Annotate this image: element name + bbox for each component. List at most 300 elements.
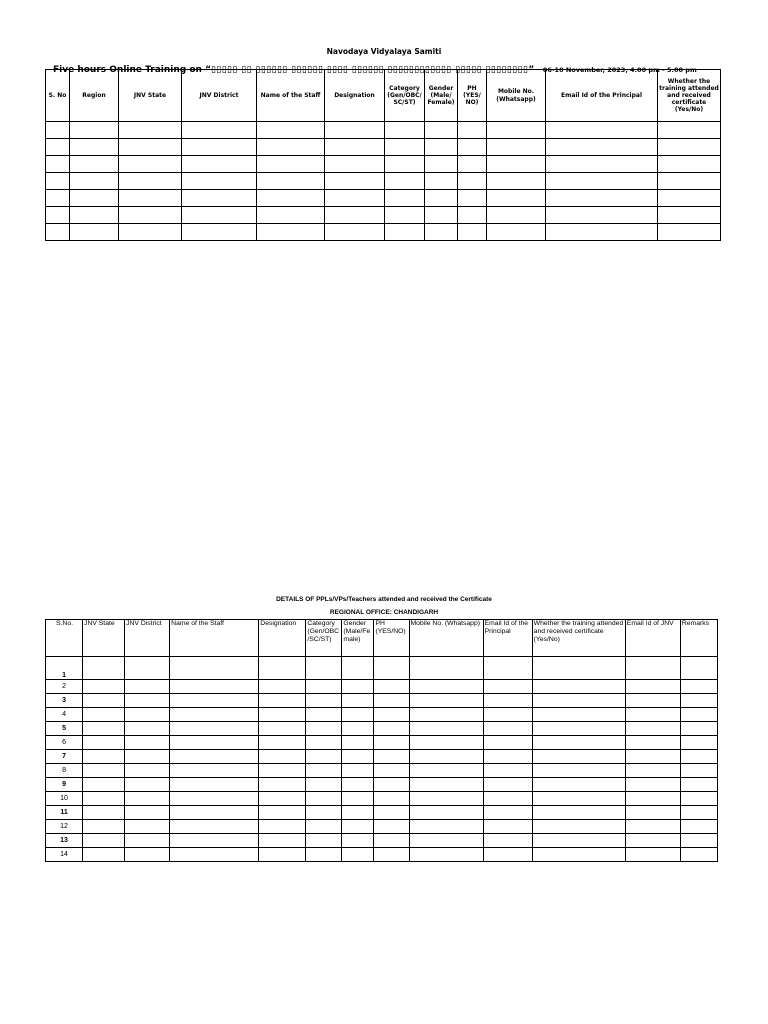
t2-cell	[483, 694, 532, 708]
t2-cell	[306, 834, 342, 848]
t2-cell	[680, 792, 717, 806]
training-lead: Five hours Online Training on “	[53, 65, 211, 75]
t2-cell	[625, 736, 680, 750]
t2-cell	[125, 722, 170, 736]
t1-cell	[325, 207, 385, 224]
t1-cell	[70, 139, 119, 156]
t1-cell	[425, 207, 458, 224]
t1-cell	[257, 224, 325, 241]
t2-row	[46, 820, 718, 834]
t2-cell	[259, 806, 306, 820]
t2-cell	[680, 848, 717, 862]
t1-cell	[257, 139, 325, 156]
t2-cell	[483, 750, 532, 764]
t2-cell	[170, 820, 259, 834]
t2-row	[46, 680, 718, 694]
t2-cell	[409, 657, 483, 680]
t2-cell	[83, 708, 125, 722]
t2-cell	[259, 694, 306, 708]
t1-row	[46, 173, 721, 190]
t1-cell	[487, 122, 546, 139]
t2-cell	[680, 736, 717, 750]
t1-cell	[182, 173, 257, 190]
t2-cell	[259, 736, 306, 750]
t2-cell	[306, 694, 342, 708]
t1-cell	[325, 173, 385, 190]
t2-header-cell: Email Id of the Principal	[483, 620, 532, 657]
t2-cell	[342, 750, 374, 764]
t2-cell	[532, 694, 625, 708]
t2-cell	[483, 736, 532, 750]
t1-cell	[70, 207, 119, 224]
t1-cell	[119, 122, 182, 139]
t2-serial-number: 11	[46, 806, 83, 820]
t2-cell	[306, 764, 342, 778]
t2-cell	[374, 694, 409, 708]
t2-cell	[483, 848, 532, 862]
t1-cell	[70, 190, 119, 207]
t1-cell	[257, 190, 325, 207]
t1-cell	[658, 224, 721, 241]
t2-header-cell: Designation	[259, 620, 306, 657]
t1-cell	[325, 139, 385, 156]
t2-serial-number: 14	[46, 848, 83, 862]
t2-cell	[83, 792, 125, 806]
t2-cell	[374, 736, 409, 750]
org-title: Navodaya Vidyalaya Samiti	[326, 47, 442, 56]
t2-cell	[342, 736, 374, 750]
t2-serial-number: 10	[46, 792, 83, 806]
t2-cell	[374, 792, 409, 806]
t2-cell	[483, 708, 532, 722]
t2-serial-number: 3	[46, 694, 83, 708]
t2-cell	[342, 820, 374, 834]
t2-cell	[125, 764, 170, 778]
t1-cell	[658, 139, 721, 156]
t2-cell	[259, 848, 306, 862]
t1-cell	[458, 156, 487, 173]
t1-cell	[325, 224, 385, 241]
t1-cell	[658, 190, 721, 207]
t2-cell	[374, 680, 409, 694]
t2-cell	[342, 694, 374, 708]
t2-cell	[170, 694, 259, 708]
t2-cell	[125, 736, 170, 750]
t2-row	[46, 764, 718, 778]
t2-cell	[83, 680, 125, 694]
t2-cell	[83, 722, 125, 736]
t2-cell	[374, 764, 409, 778]
t2-cell	[374, 820, 409, 834]
t1-cell	[325, 190, 385, 207]
t2-cell	[83, 764, 125, 778]
t2-cell	[170, 834, 259, 848]
t2-serial-number: 4	[46, 708, 83, 722]
t1-row	[46, 190, 721, 207]
t1-row	[46, 156, 721, 173]
t2-cell	[532, 722, 625, 736]
t2-cell	[83, 657, 125, 680]
t2-cell	[259, 680, 306, 694]
t2-cell	[680, 820, 717, 834]
t2-cell	[532, 820, 625, 834]
t1-cell	[385, 139, 425, 156]
t1-header-cell: Mobile No. (Whatsapp)	[487, 70, 546, 122]
t1-cell	[325, 122, 385, 139]
t2-cell	[342, 657, 374, 680]
t2-cell	[125, 750, 170, 764]
t2-row	[46, 848, 718, 862]
t2-cell	[83, 778, 125, 792]
t2-serial-number: 2	[46, 680, 83, 694]
t2-cell	[532, 834, 625, 848]
t1-cell	[546, 156, 658, 173]
t2-cell	[306, 792, 342, 806]
t1-cell	[46, 139, 70, 156]
t2-cell	[680, 680, 717, 694]
t1-cell	[658, 122, 721, 139]
t2-cell	[125, 792, 170, 806]
t2-cell	[306, 680, 342, 694]
t2-cell	[374, 722, 409, 736]
t2-cell	[625, 820, 680, 834]
t2-cell	[125, 694, 170, 708]
t1-row	[46, 224, 721, 241]
t2-cell	[170, 778, 259, 792]
t1-cell	[425, 156, 458, 173]
t1-cell	[70, 156, 119, 173]
t2-cell	[125, 657, 170, 680]
t2-cell	[483, 806, 532, 820]
t2-header-cell: JNV District	[125, 620, 170, 657]
t1-cell	[46, 156, 70, 173]
t2-cell	[625, 764, 680, 778]
t1-cell	[658, 156, 721, 173]
t2-cell	[680, 750, 717, 764]
t2-serial-number: 9	[46, 778, 83, 792]
t1-cell	[425, 224, 458, 241]
t1-header-cell: Designation	[325, 70, 385, 122]
t2-cell	[374, 834, 409, 848]
t2-cell	[625, 657, 680, 680]
t2-cell	[625, 750, 680, 764]
t1-row	[46, 139, 721, 156]
t1-header-cell: Whether the training attended and received certificate (Yes/No)	[658, 70, 721, 122]
t2-cell	[170, 722, 259, 736]
t2-cell	[409, 792, 483, 806]
t1-cell	[546, 139, 658, 156]
t2-cell	[170, 848, 259, 862]
t2-cell	[306, 806, 342, 820]
t1-header-cell: Region	[70, 70, 119, 122]
t2-cell	[125, 806, 170, 820]
t2-cell	[483, 764, 532, 778]
t2-cell	[259, 722, 306, 736]
t2-cell	[83, 834, 125, 848]
t1-cell	[385, 224, 425, 241]
t2-cell	[532, 750, 625, 764]
t2-cell	[125, 834, 170, 848]
t2-row	[46, 736, 718, 750]
t2-cell	[680, 806, 717, 820]
t1-cell	[119, 173, 182, 190]
t2-cell	[306, 722, 342, 736]
t2-row	[46, 750, 718, 764]
t1-cell	[70, 122, 119, 139]
t1-cell	[458, 224, 487, 241]
t2-cell	[374, 708, 409, 722]
t1-cell	[487, 224, 546, 241]
t2-cell	[409, 750, 483, 764]
t2-header-cell: Remarks	[680, 620, 717, 657]
t2-cell	[259, 708, 306, 722]
t1-cell	[385, 156, 425, 173]
training-close-quote: ”	[528, 65, 535, 75]
t2-header-cell: Name of the Staff	[170, 620, 259, 657]
t1-cell	[257, 207, 325, 224]
t2-cell	[625, 694, 680, 708]
t2-cell	[532, 778, 625, 792]
t2-cell	[342, 680, 374, 694]
t2-cell	[306, 778, 342, 792]
t2-cell	[342, 708, 374, 722]
t1-cell	[119, 139, 182, 156]
t2-cell	[532, 736, 625, 750]
t1-cell	[425, 139, 458, 156]
t2-cell	[409, 834, 483, 848]
t2-cell	[409, 722, 483, 736]
t2-cell	[83, 694, 125, 708]
t2-serial-number: 1	[46, 657, 83, 680]
t2-cell	[374, 750, 409, 764]
t2-cell	[170, 750, 259, 764]
t2-cell	[409, 694, 483, 708]
t1-row	[46, 207, 721, 224]
t2-cell	[374, 657, 409, 680]
t1-header-cell: S. No	[46, 70, 70, 122]
t2-serial-number: 6	[46, 736, 83, 750]
t1-cell	[385, 122, 425, 139]
t1-header-cell: JNV District	[182, 70, 257, 122]
t2-cell	[306, 820, 342, 834]
t2-row	[46, 806, 718, 820]
t2-cell	[680, 657, 717, 680]
t2-header-cell: Mobile No. (Whatsapp)	[409, 620, 483, 657]
t2-header-cell: JNV State	[83, 620, 125, 657]
t2-cell	[342, 792, 374, 806]
t1-cell	[487, 173, 546, 190]
t2-cell	[483, 680, 532, 694]
t2-cell	[532, 708, 625, 722]
t1-cell	[458, 122, 487, 139]
t1-cell	[385, 173, 425, 190]
t2-cell	[259, 778, 306, 792]
t1-cell	[546, 122, 658, 139]
t1-cell	[425, 173, 458, 190]
t2-cell	[125, 708, 170, 722]
t2-cell	[409, 848, 483, 862]
t2-cell	[170, 680, 259, 694]
t2-cell	[170, 806, 259, 820]
t2-row	[46, 778, 718, 792]
t2-serial-number: 12	[46, 820, 83, 834]
t1-cell	[487, 207, 546, 224]
t2-cell	[125, 778, 170, 792]
t2-serial-number: 7	[46, 750, 83, 764]
t1-cell	[46, 190, 70, 207]
t1-cell	[46, 207, 70, 224]
t2-cell	[342, 848, 374, 862]
t1-cell	[257, 173, 325, 190]
t2-cell	[259, 792, 306, 806]
training-hindi-title: ▯▯▯▯▯ ▯▯ ▯▯▯▯▯▯ ▯▯▯▯▯▯ ▯▯▯▯ ▯▯▯▯▯▯ ▯▯▯▯▯▯▯▯▯▯▯▯ ▯▯▯▯▯ ▯▯▯▯▯▯▯▯	[211, 65, 529, 75]
t2-cell	[680, 722, 717, 736]
t2-cell	[625, 848, 680, 862]
t1-cell	[119, 156, 182, 173]
t1-cell	[325, 156, 385, 173]
t2-cell	[532, 764, 625, 778]
t2-cell	[306, 657, 342, 680]
t1-cell	[458, 190, 487, 207]
t2-header-cell: S.No.	[46, 620, 83, 657]
t2-cell	[374, 806, 409, 820]
t2-cell	[409, 708, 483, 722]
t1-cell	[487, 139, 546, 156]
t2-cell	[483, 834, 532, 848]
t1-cell	[658, 173, 721, 190]
t2-cell	[125, 820, 170, 834]
t2-serial-number: 5	[46, 722, 83, 736]
t2-cell	[409, 820, 483, 834]
t2-row	[46, 694, 718, 708]
t2-cell	[83, 806, 125, 820]
t1-cell	[46, 173, 70, 190]
t2-cell	[259, 820, 306, 834]
training-date: 06-10 November, 2023, 4.00 pm - 5.00 pm	[542, 66, 697, 74]
certificate-table	[45, 619, 718, 862]
t2-cell	[259, 657, 306, 680]
t2-cell	[306, 848, 342, 862]
t2-cell	[625, 708, 680, 722]
t1-cell	[70, 173, 119, 190]
t2-cell	[342, 764, 374, 778]
t1-header-cell: Email Id of the Principal	[546, 70, 658, 122]
t1-cell	[182, 139, 257, 156]
section-title: DETAILS OF PPLs/VPs/Teachers attended and received the Certificate	[276, 596, 492, 603]
t2-cell	[342, 722, 374, 736]
t2-cell	[680, 764, 717, 778]
t2-cell	[306, 736, 342, 750]
t2-cell	[680, 694, 717, 708]
t1-cell	[425, 190, 458, 207]
t1-cell	[385, 207, 425, 224]
t2-cell	[532, 848, 625, 862]
regional-office: REGIONAL OFFICE: CHANDIGARH	[329, 609, 439, 616]
t1-cell	[546, 224, 658, 241]
t2-cell	[625, 806, 680, 820]
t1-header-cell: Name of the Staff	[257, 70, 325, 122]
t1-cell	[257, 156, 325, 173]
t2-row	[46, 722, 718, 736]
t1-cell	[425, 122, 458, 139]
t2-cell	[125, 680, 170, 694]
t2-cell	[170, 736, 259, 750]
training-table	[45, 69, 721, 241]
t2-cell	[83, 820, 125, 834]
t2-serial-number: 8	[46, 764, 83, 778]
t2-cell	[483, 778, 532, 792]
t2-cell	[259, 764, 306, 778]
t2-cell	[625, 722, 680, 736]
t2-cell	[374, 778, 409, 792]
t2-cell	[170, 657, 259, 680]
t2-cell	[342, 806, 374, 820]
t1-cell	[546, 190, 658, 207]
t2-cell	[170, 764, 259, 778]
t2-cell	[625, 680, 680, 694]
t2-cell	[680, 778, 717, 792]
t1-cell	[119, 207, 182, 224]
t1-cell	[70, 224, 119, 241]
t2-cell	[409, 764, 483, 778]
t2-cell	[409, 778, 483, 792]
t2-cell	[625, 778, 680, 792]
t1-header-cell: Gender (Male/ Female)	[425, 70, 458, 122]
t1-cell	[182, 122, 257, 139]
t2-cell	[125, 848, 170, 862]
t2-header-cell: Email Id of JNV	[625, 620, 680, 657]
t2-header-cell: PH (YES/NO)	[374, 620, 409, 657]
t2-header-cell: Whether the training attended and received certificate (Yes/No)	[532, 620, 625, 657]
t2-cell	[170, 708, 259, 722]
t2-row	[46, 708, 718, 722]
t2-cell	[83, 750, 125, 764]
t1-cell	[458, 173, 487, 190]
t1-cell	[458, 207, 487, 224]
t1-header-cell: PH (YES/ NO)	[458, 70, 487, 122]
t2-row	[46, 792, 718, 806]
t2-cell	[532, 680, 625, 694]
t1-header-cell: Category (Gen/OBC/ SC/ST)	[385, 70, 425, 122]
t2-cell	[483, 657, 532, 680]
t2-cell	[483, 722, 532, 736]
t2-header-cell: Category (Gen/OBC /SC/ST)	[306, 620, 342, 657]
t2-header-cell: Gender (Male/Fe male)	[342, 620, 374, 657]
t2-cell	[409, 736, 483, 750]
t1-cell	[182, 207, 257, 224]
t1-cell	[487, 190, 546, 207]
t2-cell	[483, 820, 532, 834]
t2-cell	[409, 680, 483, 694]
t1-cell	[658, 207, 721, 224]
t2-cell	[532, 657, 625, 680]
t1-cell	[119, 190, 182, 207]
t2-cell	[83, 848, 125, 862]
t1-cell	[385, 190, 425, 207]
t1-cell	[546, 207, 658, 224]
t1-cell	[182, 224, 257, 241]
t2-cell	[625, 834, 680, 848]
t2-cell	[342, 834, 374, 848]
t1-cell	[458, 139, 487, 156]
t1-cell	[487, 156, 546, 173]
t2-cell	[680, 708, 717, 722]
t1-row	[46, 122, 721, 139]
t1-header-cell: JNV State	[119, 70, 182, 122]
t2-row	[46, 834, 718, 848]
t2-cell	[680, 834, 717, 848]
t2-cell	[532, 806, 625, 820]
